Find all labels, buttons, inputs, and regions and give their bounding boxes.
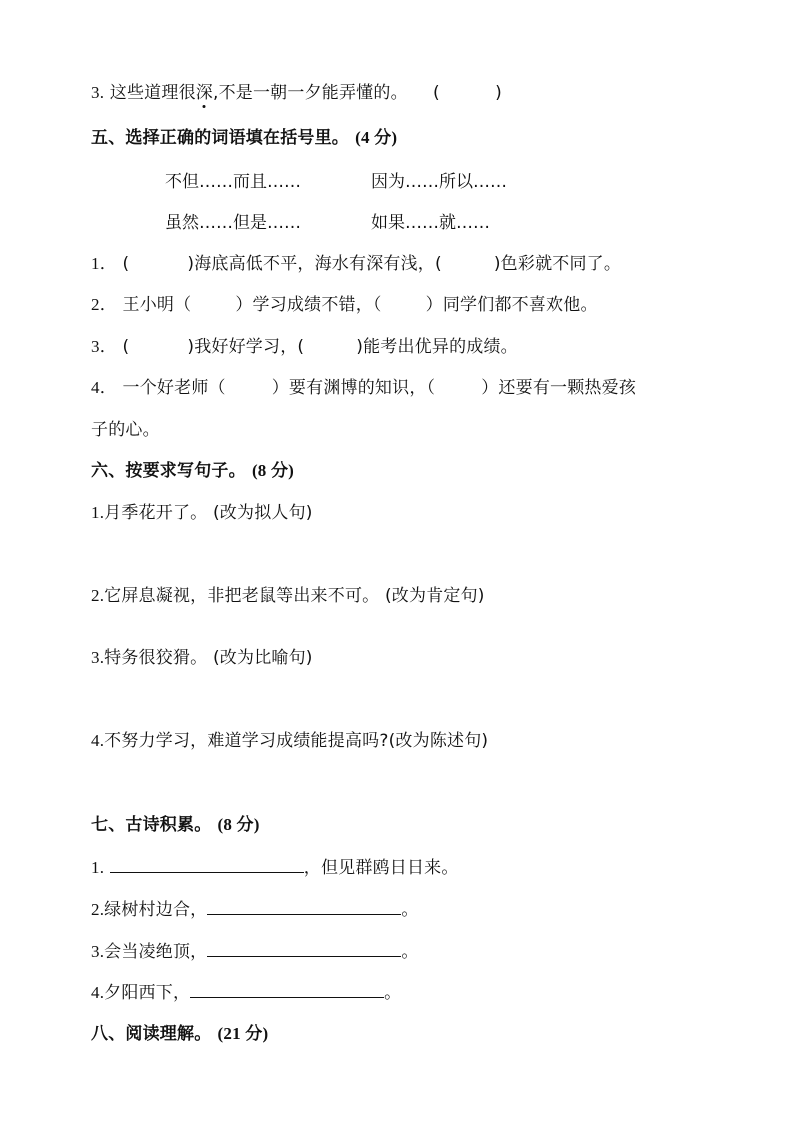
poem-punct: 。	[401, 942, 419, 962]
fill-in-blank[interactable]	[207, 898, 401, 915]
question-5-2	[91, 294, 598, 316]
poem-line-1	[91, 856, 459, 879]
paren-open: (	[122, 254, 130, 274]
fill-in-blank[interactable]	[207, 940, 401, 957]
question-number: 2.	[91, 900, 105, 919]
fill-in-blank[interactable]	[190, 981, 384, 998]
section-title: 六、按要求写句子。	[91, 461, 246, 481]
answer-area-6-1[interactable]	[91, 528, 701, 582]
question-number: 4.	[91, 983, 105, 1002]
section-5-heading	[91, 127, 397, 149]
answer-area-6-2[interactable]	[91, 610, 701, 644]
poem-text: 夕阳西下，	[104, 983, 191, 1003]
section-score: (8 分)	[251, 461, 295, 480]
question-6-3	[91, 647, 313, 669]
section-title: 七、古诗积累。	[91, 815, 212, 835]
section-7-heading	[91, 814, 260, 836]
question-number: 2．	[91, 295, 117, 314]
answer-paren-open: (	[433, 83, 440, 103]
question-number: 3．	[91, 337, 117, 356]
answer-area-6-4[interactable]	[91, 756, 701, 812]
question-5-4-continuation: 子的心。	[91, 420, 160, 440]
question-text: 它屏息凝视，非把老鼠等出来不可。	[104, 586, 380, 606]
section-score: (8 分)	[217, 815, 260, 834]
question-text: 特务很狡猾。	[104, 648, 208, 668]
word-choice-2: 因为……所以……	[371, 172, 507, 192]
question-6-2	[91, 585, 485, 607]
question-instruction: (改为比喻句)	[212, 648, 313, 668]
word-choice-4: 如果……就……	[371, 213, 490, 233]
paren-open: (	[297, 337, 305, 357]
question-number: 3.	[91, 648, 105, 667]
question-5-1	[91, 253, 621, 275]
question-number: 3.	[91, 942, 105, 961]
question-instruction: (改为肯定句)	[384, 586, 485, 606]
word-choice-1: 不但……而且……	[165, 172, 301, 192]
paren-open: (	[122, 337, 130, 357]
question-number: 4．	[91, 378, 117, 397]
section-score: (21 分)	[217, 1024, 269, 1043]
question-text: ）还要有一颗热爱孩	[481, 378, 637, 398]
section-score: (4 分)	[355, 128, 398, 147]
question-text: ）同学们都不喜欢他。	[425, 295, 598, 315]
question-text: ）要有渊博的知识，（	[271, 378, 436, 398]
paren-open: (	[435, 254, 442, 274]
section-8-heading	[91, 1023, 268, 1045]
question-number: 1.	[91, 858, 105, 877]
question-number: 3.	[91, 83, 105, 102]
poem-text: ，但见群鸥日日来。	[303, 858, 459, 878]
question-5-4	[91, 377, 636, 399]
answer-area-6-3[interactable]	[91, 673, 701, 727]
question-number: 1.	[91, 503, 105, 522]
question-text: 一个好老师（	[122, 378, 226, 398]
question-number: 4.	[91, 731, 105, 750]
emphasized-char: 深	[195, 83, 213, 103]
poem-text: 会当凌绝顶，	[104, 942, 208, 962]
question-text: 王小明（	[122, 295, 192, 315]
question-number: 1．	[91, 254, 117, 273]
question-text: )海底高低不平，海水有深有浅，	[187, 254, 435, 274]
question-text: )能考出优异的成绩。	[356, 337, 518, 357]
answer-paren-close: )	[495, 83, 502, 103]
poem-line-3	[91, 940, 419, 963]
fill-in-blank[interactable]	[110, 856, 304, 873]
poem-punct: 。	[384, 983, 402, 1003]
question-text-rest: ,不是一朝一夕能弄懂的。	[212, 83, 408, 103]
question-4-3	[91, 82, 502, 104]
question-text: ）学习成绩不错，（	[235, 295, 382, 315]
question-instruction: (改为拟人句)	[212, 503, 313, 523]
question-text: )我好好学习，	[187, 337, 298, 357]
question-text: 这些道理很	[109, 83, 196, 103]
section-6-heading	[91, 460, 294, 482]
question-text: )色彩就不同了。	[493, 254, 622, 274]
word-choice-3: 虽然……但是……	[165, 213, 301, 233]
poem-line-4	[91, 981, 401, 1004]
poem-text: 绿树村边合，	[104, 900, 208, 920]
poem-punct: 。	[401, 900, 419, 920]
question-text: 不努力学习，难道学习成绩能提高吗?	[104, 731, 389, 751]
question-6-4	[91, 730, 488, 752]
question-6-1	[91, 502, 313, 524]
question-5-3	[91, 336, 518, 358]
section-title: 八、阅读理解。	[91, 1024, 212, 1044]
question-text: 月季花开了。	[104, 503, 208, 523]
question-instruction: (改为陈述句)	[388, 731, 489, 751]
question-number: 2.	[91, 586, 105, 605]
section-title: 五、选择正确的词语填在括号里。	[91, 128, 349, 148]
poem-line-2	[91, 898, 419, 921]
